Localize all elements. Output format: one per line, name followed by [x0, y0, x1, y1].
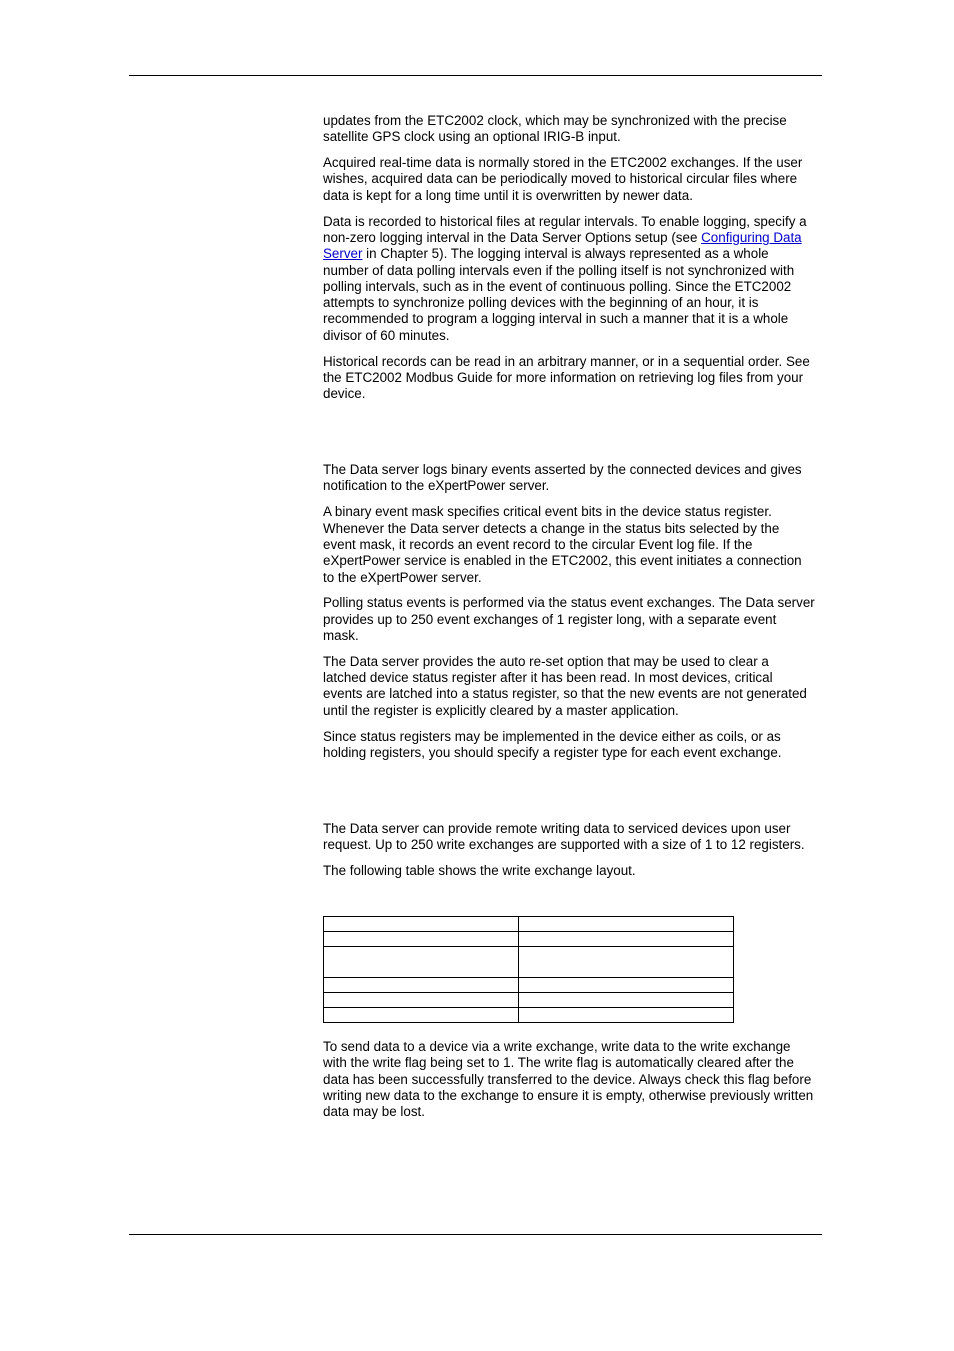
paragraph-event-mask: A binary event mask specifies critical event bits in the device status register. Whenever the Data server detects a change in the status bits selected by the event mask, it records an event record to the circular Event log file. If the eXpertPower service is enabled in the ETC2002, this event initiates a connection to the eXpertPower server.: [323, 504, 802, 585]
table-cell: [519, 931, 734, 946]
paragraph-historical-records: Historical records can be read in an arbitrary manner, or in a sequential order. See the ETC2002 Modbus Guide for more information on retrieving log files from your device.: [323, 353, 810, 402]
table-cell: [324, 977, 519, 992]
paragraph-table-intro: The following table shows the write exchange layout.: [323, 863, 636, 879]
table-cell: [324, 916, 519, 931]
table-cell: [324, 931, 519, 946]
page-body: [323, 113, 815, 1130]
logging-text-before-link: Data is recorded to historical files at regular intervals. To enable logging, specify a non-zero logging interval in the Data Server Options setup (see: [323, 213, 807, 245]
paragraph-status-polling: Polling status events is performed via the status event exchanges. The Data server provides up to 250 event exchanges of 1 register long, with a separate event mask.: [323, 595, 815, 643]
paragraph-write-flag: To send data to a device via a write exchange, write data to the write exchange with the write flag being set to 1. The write flag is automatically cleared after the data has been successfully transferred to the device. Always check this flag before writing new data to the exchange to ensure it is empty, otherwise previously written data may be lost.: [323, 1038, 814, 1120]
table-cell: [519, 977, 734, 992]
footer-rule: [129, 1234, 822, 1235]
table-cell: [519, 1007, 734, 1022]
paragraph-clock-updates: updates from the ETC2002 clock, which may be synchronized with the precise satellite GPS clock using an optional IRIG-B input.: [323, 113, 787, 145]
table-cell: [519, 946, 734, 977]
paragraph-register-type: Since status registers may be implemented in the device either as coils, or as holding registers, you should specify a register type for each event exchange.: [323, 728, 782, 760]
table-row: [324, 977, 734, 992]
table-row: [324, 992, 734, 1007]
table-cell: [324, 992, 519, 1007]
table-cell: [324, 1007, 519, 1022]
header-rule: [129, 75, 822, 76]
table-row: [324, 1007, 734, 1022]
paragraph-realtime-data: Acquired real-time data is normally stored in the ETC2002 exchanges. If the user wishes, acquired data can be periodically moved to historical circular files where data is kept for a long time until it is overwritten by newer data.: [323, 155, 803, 203]
write-exchange-layout-table: [323, 916, 734, 1023]
paragraph-remote-writing: The Data server can provide remote writing data to serviced devices upon user request. Up to 250 write exchanges are supported with a size of 1 to 12 registers.: [323, 820, 805, 853]
table-spacer: [323, 889, 815, 916]
table-row: [324, 946, 734, 977]
logging-text-after-link: in Chapter 5). The logging interval is always represented as a whole number of data polling intervals even if the polling itself is not synchronized with polling intervals, such as in the event of continuous polling. Since the ETC2002 attempts to synchronize polling devices with the beginning of an hour, it is recommended to program a logging interval in such a manner that it is a whole divisor of 60 minutes.: [323, 246, 795, 343]
paragraph-auto-reset: The Data server provides the auto re-set option that may be used to clear a latched device status register after it has been read. In most devices, critical events are latched into a status register, so that the new events are not generated until the register is explicitly cleared by a master application.: [323, 653, 807, 718]
configuring-data-server-link[interactable]: Configuring Data Server: [323, 229, 802, 262]
table-row: [324, 916, 734, 931]
paragraph-logging-interval: [323, 214, 815, 344]
section-spacer: [323, 412, 815, 462]
table-cell: [519, 916, 734, 931]
section-spacer: [323, 771, 815, 821]
table-row: [324, 931, 734, 946]
table-cell: [519, 992, 734, 1007]
table-cell: [324, 946, 519, 977]
paragraph-binary-events: The Data server logs binary events asserted by the connected devices and gives notification to the eXpertPower server.: [323, 462, 802, 494]
